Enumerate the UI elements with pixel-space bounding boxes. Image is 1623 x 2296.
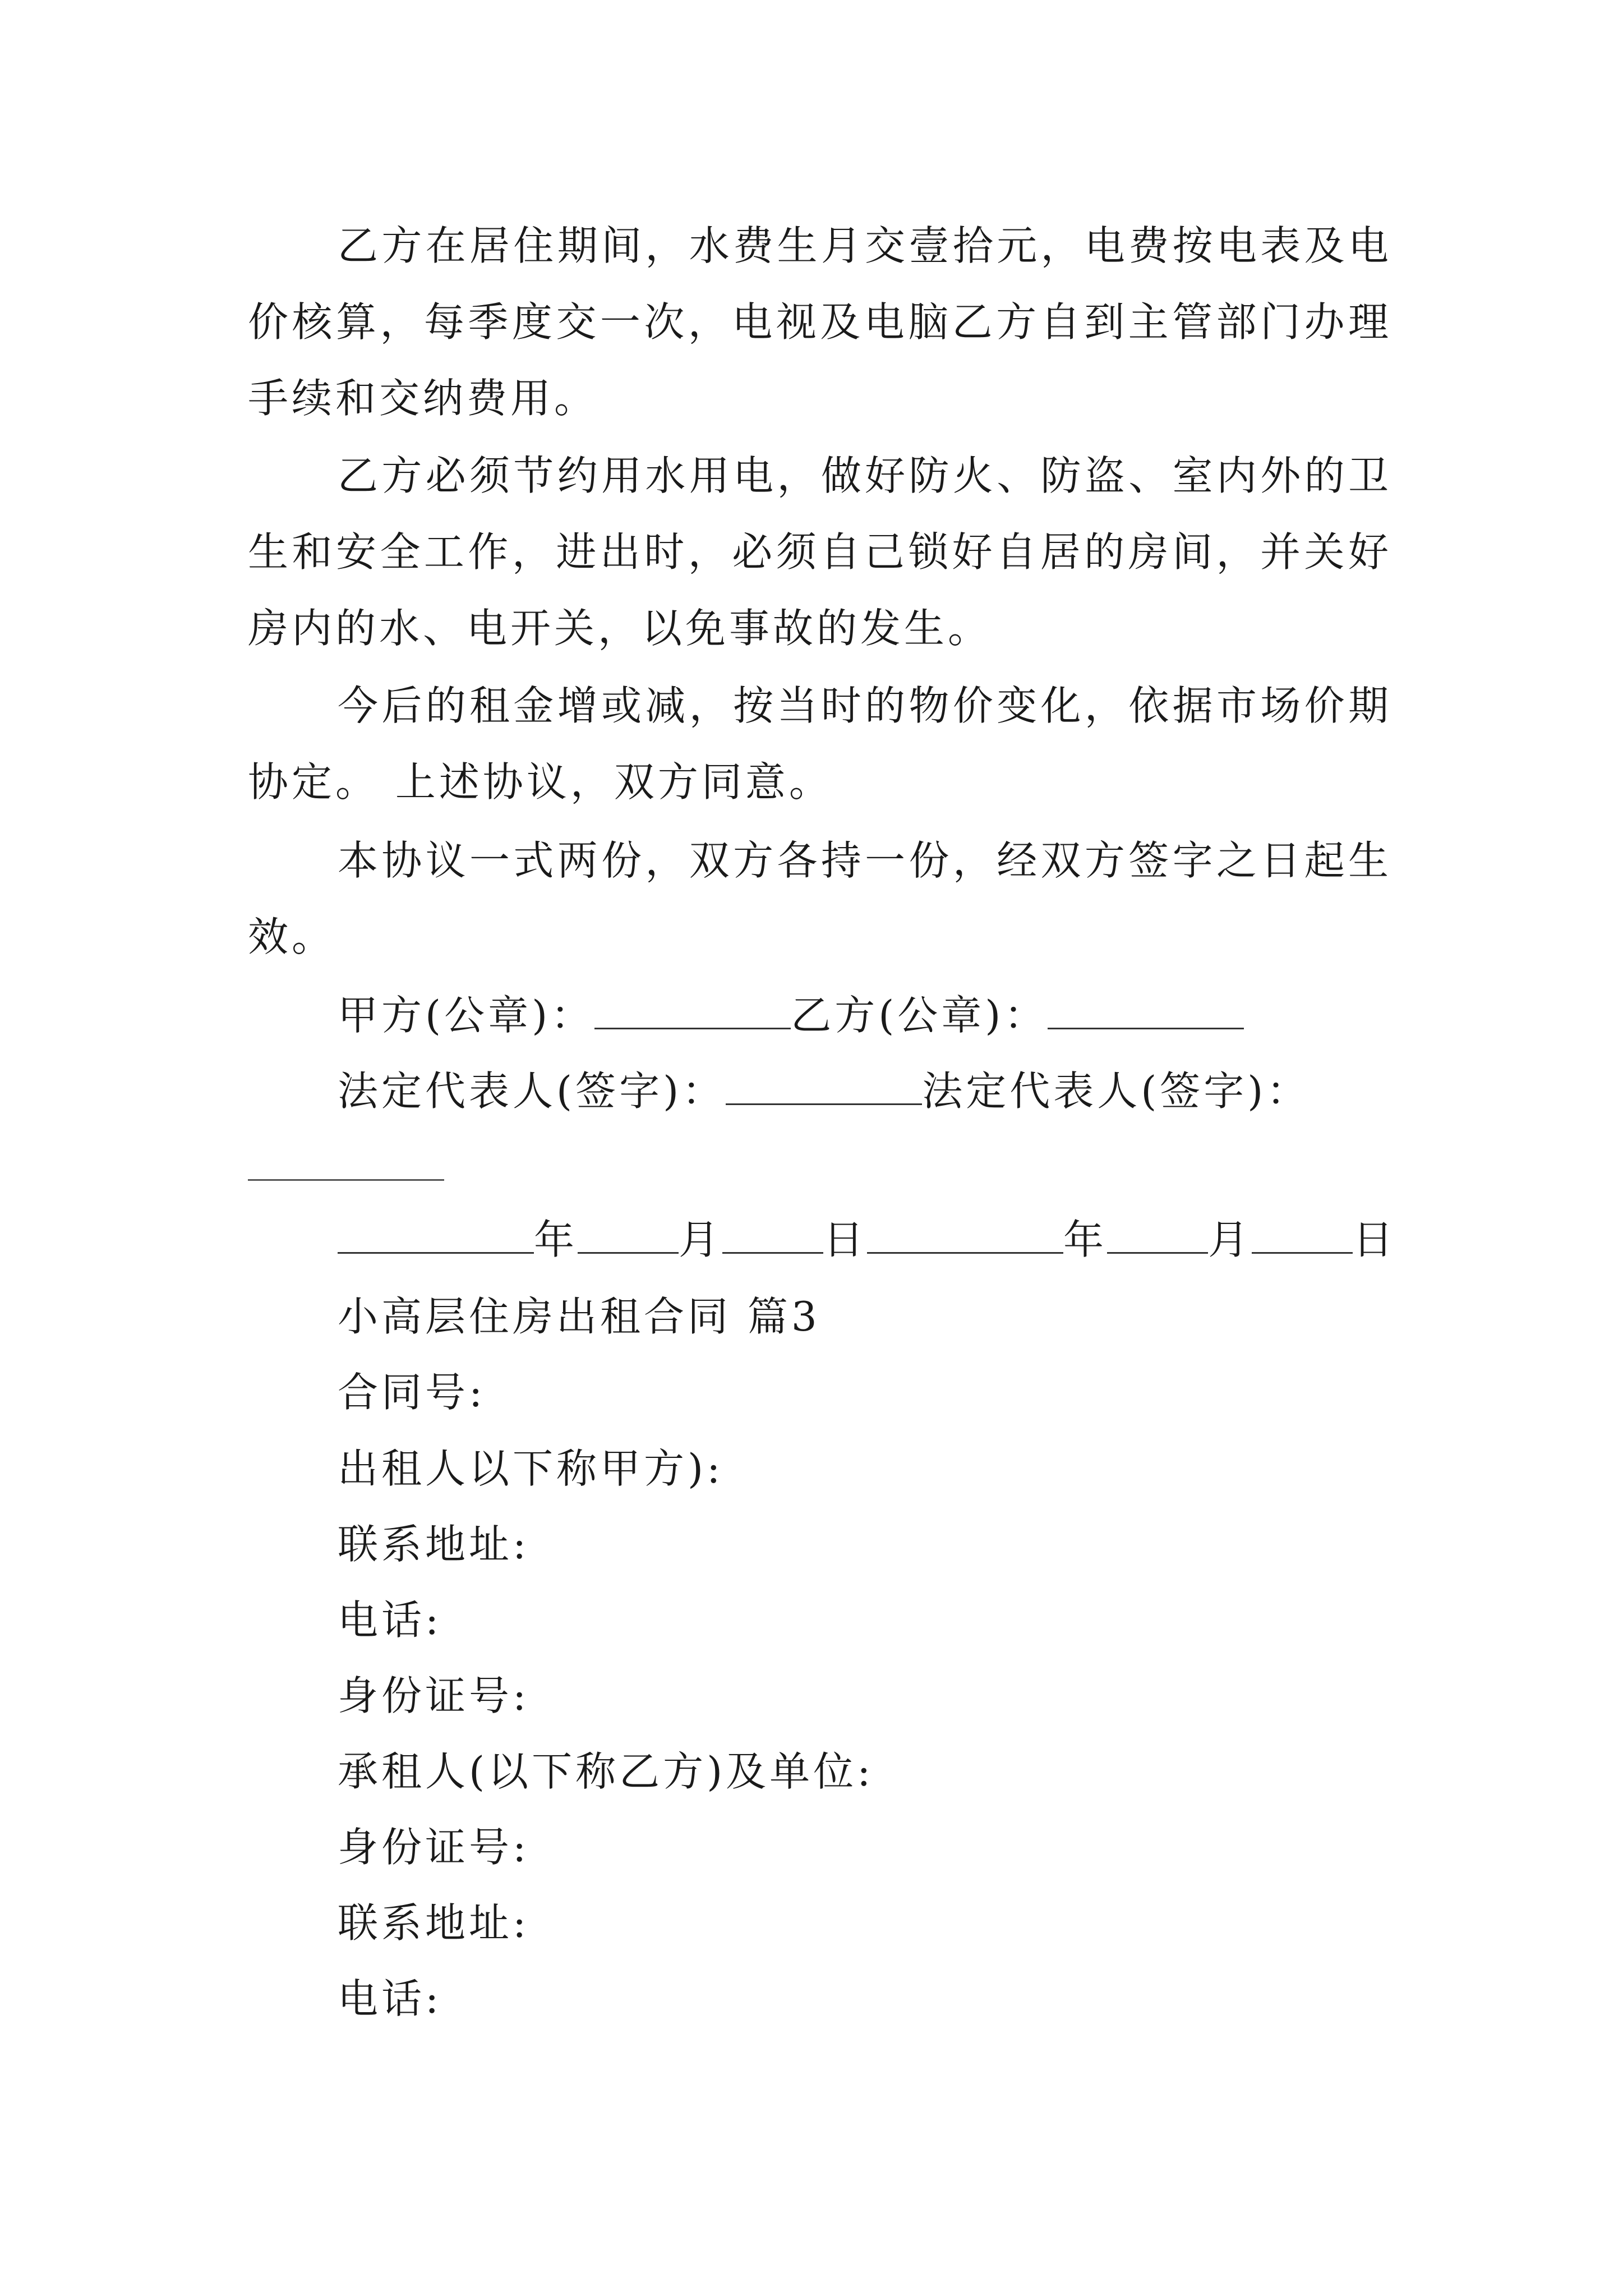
year-b-blank[interactable] (867, 1218, 1063, 1254)
legal-rep-b-label: 法定代表人(签字)： (922, 1068, 1311, 1115)
month-a-label: 月 (679, 1216, 723, 1263)
year-b-label: 年 (1063, 1216, 1108, 1263)
month-a-blank[interactable] (578, 1218, 679, 1254)
year-a-blank[interactable] (338, 1218, 534, 1254)
paragraph-safety: 乙方必须节约用水用电，做好防火、防盗、室内外的卫生和安全工作，进出时，必须自己锁好自居的房间，并关好房内的水、电开关，以免事故的发生。 (248, 452, 1392, 652)
field-lessee-id: 身份证号: (338, 1824, 530, 1871)
field-lessor: 出租人以下称甲方): (338, 1445, 724, 1492)
party-a-seal-label: 甲方(公章)： (338, 992, 595, 1039)
day-a-blank[interactable] (722, 1218, 823, 1254)
month-b-blank[interactable] (1107, 1218, 1208, 1254)
party-a-seal-blank[interactable] (594, 994, 791, 1029)
party-b-seal-blank[interactable] (1048, 994, 1244, 1029)
day-a-label: 日 (823, 1216, 868, 1263)
field-lessee: 承租人(以下称乙方)及单位: (338, 1748, 874, 1795)
date-line (338, 1212, 1396, 1268)
paragraph-utilities: 乙方在居住期间，水费生月交壹拾元，电费按电表及电价核算，每季度交一次，电视及电脑乙方自到主管部门办理手续和交纳费用。 (248, 222, 1392, 422)
section-title: 小高层住房出租合同 篇3 (338, 1293, 820, 1340)
legal-rep-signature-line (338, 1063, 1310, 1119)
field-lessor-address: 联系地址: (338, 1521, 530, 1568)
seal-signature-line (338, 987, 1244, 1043)
legal-rep-a-label: 法定代表人(签字)： (338, 1068, 726, 1115)
day-b-label: 日 (1353, 1216, 1397, 1263)
legal-rep-b-blank[interactable] (248, 1179, 444, 1181)
month-b-label: 月 (1208, 1216, 1252, 1263)
party-b-seal-label: 乙方(公章)： (791, 992, 1048, 1039)
paragraph-copies: 本协议一式两份，双方各持一份，经双方签字之日起生效。 (248, 837, 1392, 960)
legal-rep-a-blank[interactable] (726, 1070, 922, 1105)
field-lessor-id: 身份证号: (338, 1672, 530, 1719)
year-a-label: 年 (534, 1216, 578, 1263)
field-contract-number: 合同号: (338, 1369, 486, 1416)
field-lessor-phone: 电话: (338, 1596, 442, 1644)
paragraph-rent-change: 今后的租金增或减，按当时的物价变化，依据市场价期协定。 上述协议，双方同意。 (248, 682, 1392, 806)
field-lessee-address: 联系地址: (338, 1899, 530, 1947)
field-lessee-phone: 电话: (338, 1975, 442, 2022)
day-b-blank[interactable] (1252, 1218, 1353, 1254)
